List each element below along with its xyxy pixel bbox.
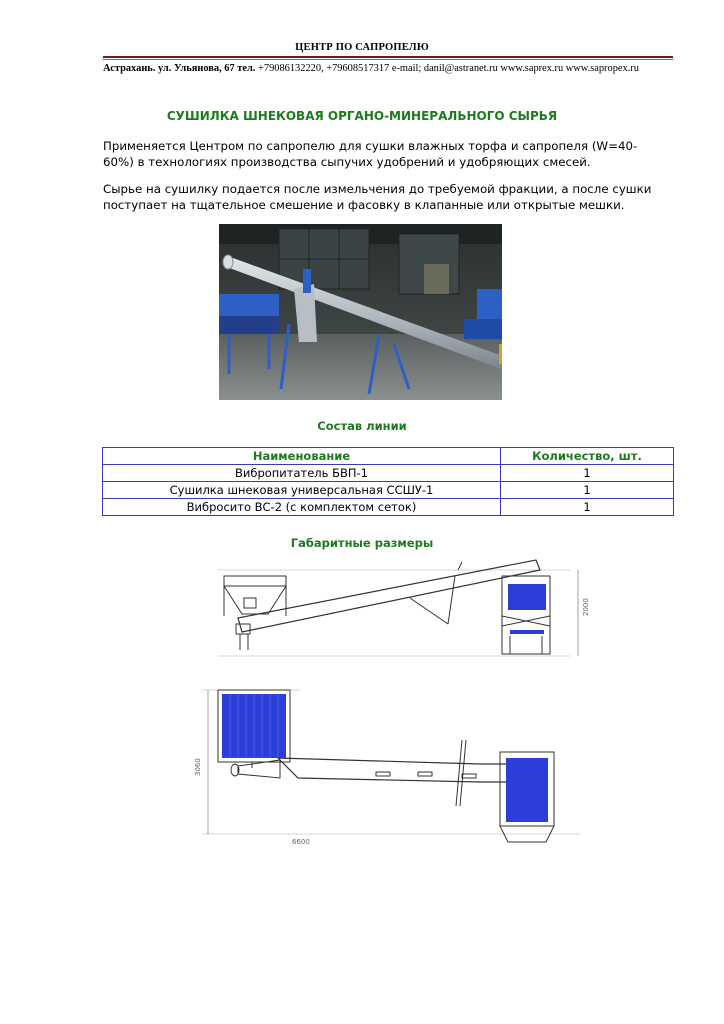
header-rule-thin (103, 59, 673, 60)
document-title: СУШИЛКА ШНЕКОВАЯ ОРГАНО-МИНЕРАЛЬНОГО СЫРЬЯ (166, 109, 558, 123)
intro-paragraph: Применяется Центром по сапропелю для сушки влажных торфа и сапропеля (W=40-60%) в технологиях производства сыпучих удобрений и удобряющих смесей. (103, 139, 638, 169)
length-dimension: 6600 (292, 838, 310, 846)
row-qty: 1 (501, 499, 674, 516)
header-org-name: ЦЕНТР ПО САПРОПЕЛЮ (295, 42, 429, 53)
width-dimension: 3060 (194, 758, 202, 776)
row-qty: 1 (501, 482, 674, 499)
dryer-photo (219, 224, 502, 400)
table-header-row (103, 448, 674, 465)
row-name: Сушилка шнековая универсальная ССШУ-1 (103, 482, 501, 499)
column-header-qty: Количество, шт. (501, 448, 674, 465)
process-paragraph: Сырье на сушилку подается после измельчения до требуемой фракции, а после сушки поступает на тщательное смешение и фасовку в клапанные или открытые мешки. (103, 182, 652, 212)
table-row (103, 465, 674, 482)
header-phones-email: +79086132220, +79608517317 e-mail; danil@astranet.ru www.saprex.ru www.sapropex.ru (255, 63, 639, 74)
header-contacts (103, 63, 678, 74)
side-view-drawing (180, 556, 600, 666)
row-name: Вибропитатель БВП-1 (103, 465, 501, 482)
header-rule (103, 56, 673, 58)
table-row (103, 499, 674, 516)
composition-heading: Состав линии (317, 419, 407, 433)
header-address: Астрахань. ул. Ульянова, 67 тел. (103, 63, 256, 74)
vibrosieve-screen (508, 584, 546, 610)
row-qty: 1 (501, 465, 674, 482)
dimensions-heading: Габаритные размеры (290, 536, 434, 550)
row-name: Вибросито ВС-2 (с комплектом сеток) (103, 499, 501, 516)
composition-table (102, 447, 674, 516)
plan-view-drawing (180, 686, 600, 846)
table-row (103, 482, 674, 499)
height-dimension: 2000 (582, 598, 590, 616)
vibrosieve-plan (506, 758, 548, 822)
column-header-name: Наименование (103, 448, 501, 465)
